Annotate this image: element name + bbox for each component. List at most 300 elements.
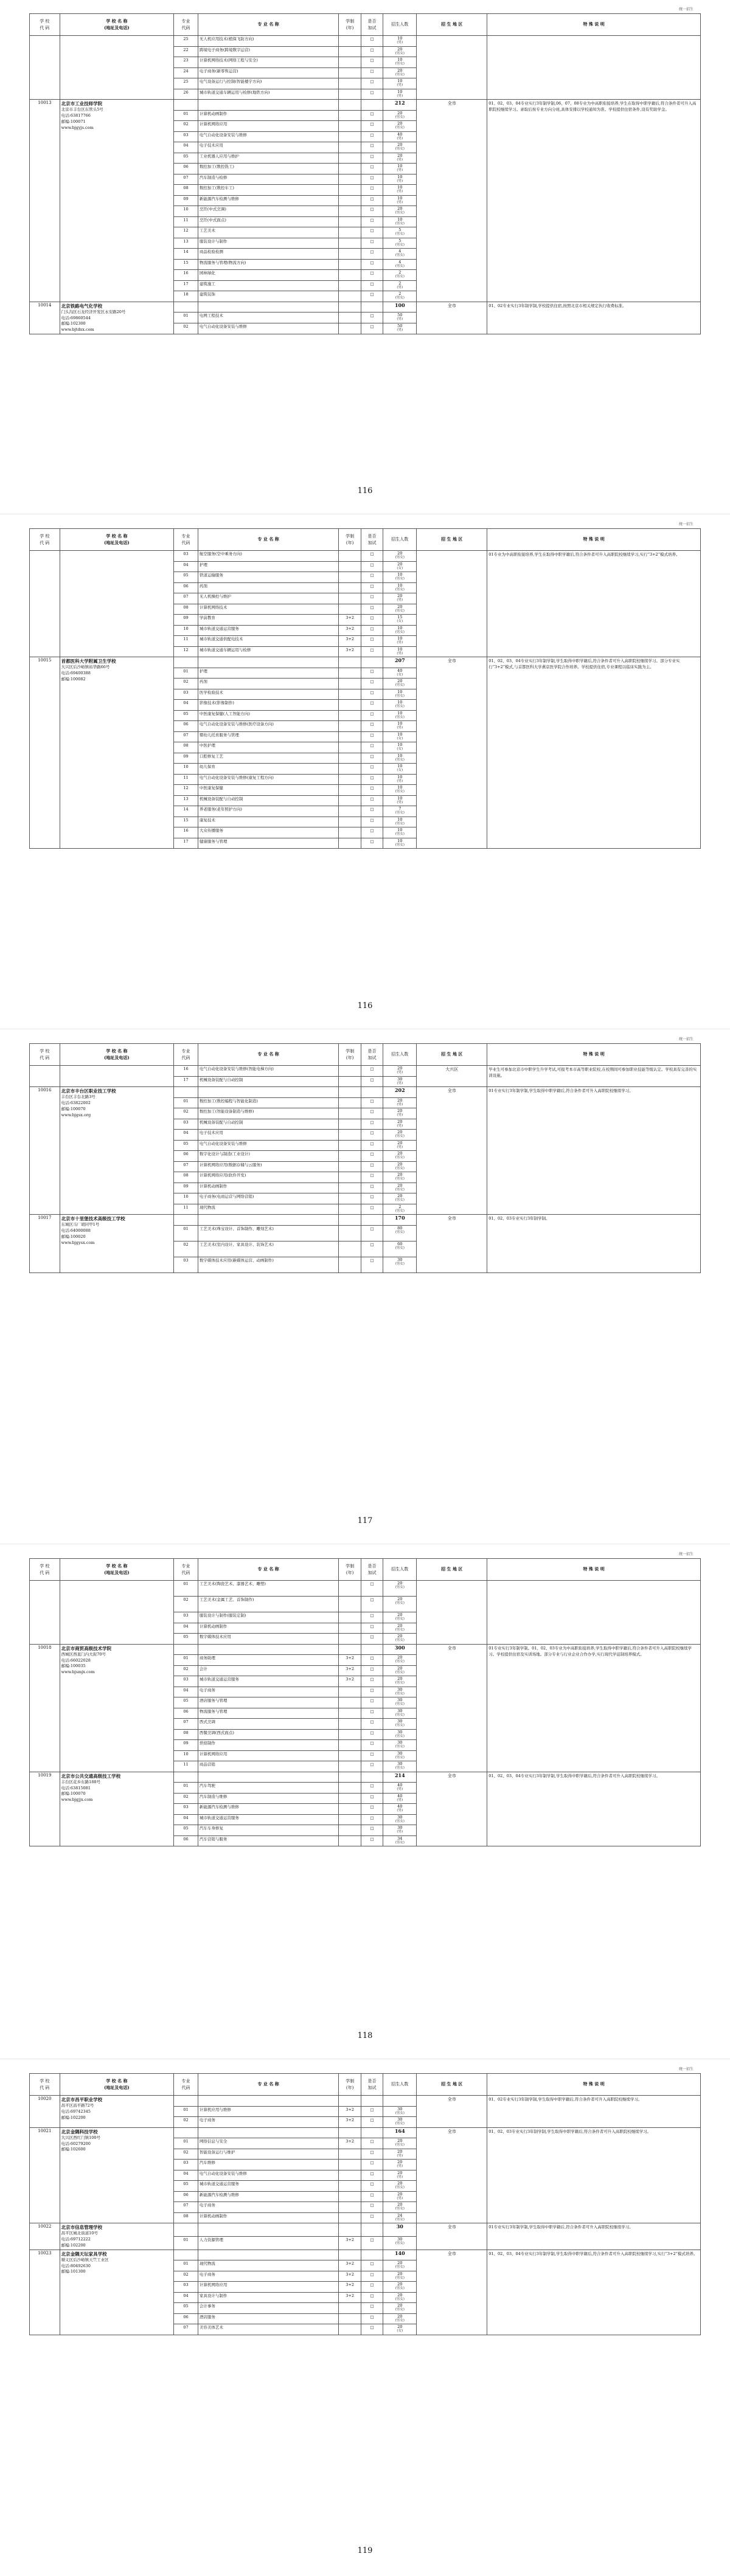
plan-gender: (男女) xyxy=(395,1617,405,1621)
plan-count: 10 xyxy=(397,164,403,168)
corner-note: 统一招生 xyxy=(678,1552,693,1556)
major-plan xyxy=(383,259,417,270)
school-address-line: 邮编:100071 xyxy=(61,119,86,124)
major-code: 01 xyxy=(174,313,198,323)
plan-gender: (男女) xyxy=(395,296,405,300)
major-name: 新能源汽车检测与维修 xyxy=(198,2191,339,2202)
major-name: 机械设备装配与自动控制 xyxy=(198,1119,339,1130)
table-row xyxy=(30,551,701,562)
total-major-code xyxy=(174,1644,198,1655)
special-notes: 01、02专业实行3年制学制,学生取得中职学籍后,符合条件者可升入高职院校继续学习。 xyxy=(487,2096,701,2128)
plan-gender: (男女) xyxy=(395,211,405,215)
total-length xyxy=(339,1087,361,1098)
major-name: 现代物流 xyxy=(198,1204,339,1215)
study-length: 3+2 xyxy=(339,615,361,626)
enrollment-table xyxy=(29,1558,701,1846)
extra-test-checkbox: □ xyxy=(361,46,383,57)
extra-test-checkbox: □ xyxy=(361,1140,383,1151)
major-code: 17 xyxy=(174,838,198,849)
major-code: 11 xyxy=(174,216,198,227)
major-plan xyxy=(383,679,417,689)
extra-test-checkbox: □ xyxy=(361,206,383,217)
major-plan xyxy=(383,57,417,68)
major-code: 03 xyxy=(174,1257,198,1272)
study-length xyxy=(339,1257,361,1272)
extra-test-checkbox: □ xyxy=(361,1151,383,1162)
plan-gender: (男) xyxy=(397,1809,403,1813)
plan-gender: (男) xyxy=(397,285,403,289)
plan-count: 10 xyxy=(397,827,403,832)
major-name: 现代物流 xyxy=(198,2260,339,2271)
plan-gender: (男女) xyxy=(395,715,405,719)
enrollment-area: 全市 xyxy=(417,1772,487,1846)
major-code: 07 xyxy=(174,2324,198,2335)
plan-gender: (男) xyxy=(397,179,403,183)
major-plan xyxy=(383,2236,417,2250)
extra-test-checkbox: □ xyxy=(361,817,383,827)
major-name: 计算机网络技术(网络工程与安全) xyxy=(198,57,339,68)
extra-test-checkbox: □ xyxy=(361,2292,383,2303)
extra-test-checkbox: □ xyxy=(361,2160,383,2170)
major-code: 11 xyxy=(174,1204,198,1215)
enrollment-area: 全市 xyxy=(417,1644,487,1772)
major-name: 建筑施工 xyxy=(198,280,339,291)
study-length xyxy=(339,582,361,593)
study-length xyxy=(339,67,361,78)
plan-count: 20 xyxy=(397,1655,403,1660)
study-length: 3+2 xyxy=(339,1676,361,1687)
major-code: 02 xyxy=(174,2271,198,2282)
plan-count: 30 xyxy=(397,1825,403,1830)
table-header xyxy=(30,1559,701,1581)
study-length xyxy=(339,1066,361,1077)
school-plan-total xyxy=(383,2096,417,2107)
document-page xyxy=(0,515,730,1030)
total-length xyxy=(339,1772,361,1783)
major-code: 06 xyxy=(174,164,198,174)
plan-gender: (男女) xyxy=(395,1755,405,1759)
major-name: 汽车驾驶 xyxy=(198,1783,339,1794)
major-name: 工艺美术(珠宝设计、首饰制作、雕刻艺术) xyxy=(198,1225,339,1241)
study-length xyxy=(339,131,361,142)
major-name: 汽车车身修复 xyxy=(198,1825,339,1836)
enrollment-table xyxy=(29,2073,701,2335)
plan-count: 20 xyxy=(397,1623,403,1628)
header-major-name: 专 业 名 称 xyxy=(198,1044,339,1066)
plan-gender: (男女) xyxy=(395,115,405,119)
plan-count: 20 xyxy=(397,1130,403,1134)
plan-gender: (男女) xyxy=(395,2265,405,2270)
school-name: 北京市信息管理学校 xyxy=(61,2225,103,2230)
plan-count: 10 xyxy=(397,57,403,62)
major-plan xyxy=(383,1687,417,1697)
plan-gender: (男女) xyxy=(395,821,405,826)
school-plan-total xyxy=(383,1772,417,1783)
major-code: 06 xyxy=(174,1835,198,1846)
study-length xyxy=(339,1814,361,1825)
major-name: 商品营销 xyxy=(198,1761,339,1772)
study-length xyxy=(339,1140,361,1151)
plan-count: 40 xyxy=(397,668,403,673)
major-plan xyxy=(383,636,417,647)
plan-count: 20 xyxy=(397,2149,403,2154)
school-info xyxy=(60,2250,174,2335)
study-length xyxy=(339,249,361,260)
study-length xyxy=(339,2212,361,2223)
major-code: 07 xyxy=(174,731,198,742)
plan-count: 20 xyxy=(397,2191,403,2197)
school-code: 10018 xyxy=(30,1644,60,1772)
major-plan xyxy=(383,1066,417,1077)
major-name: 城市轨道交通运营服务 xyxy=(198,1676,339,1687)
major-code: 03 xyxy=(174,1804,198,1815)
plan-count: 10 xyxy=(397,753,403,758)
school-code: 10016 xyxy=(30,1087,60,1215)
school-address-line: 西城区西直门内大街70号 xyxy=(61,1651,106,1657)
major-code: 02 xyxy=(174,679,198,689)
header-notes: 特 殊 说 明 xyxy=(487,2074,701,2096)
extra-test-checkbox: □ xyxy=(361,313,383,323)
major-name: 电子商务 xyxy=(198,2202,339,2213)
plan-gender: (男) xyxy=(397,157,403,162)
school-code: 10020 xyxy=(30,2096,60,2128)
major-code: 10 xyxy=(174,764,198,775)
extra-test-checkbox: □ xyxy=(361,827,383,838)
plan-gender: (男女) xyxy=(395,1702,405,1707)
major-code: 12 xyxy=(174,646,198,657)
major-name: 商务助理 xyxy=(198,1655,339,1666)
plan-count: 20 xyxy=(397,679,403,683)
plan-count: 30 xyxy=(397,1719,403,1724)
school-address-line: 邮编:102200 xyxy=(61,2242,86,2248)
extra-test-checkbox: □ xyxy=(361,604,383,615)
plan-total-value: 30 xyxy=(396,2223,403,2229)
table-row xyxy=(30,1581,701,1597)
major-code: 08 xyxy=(174,185,198,196)
total-major-code xyxy=(174,1772,198,1783)
major-name: 护理 xyxy=(198,561,339,572)
major-plan xyxy=(383,2212,417,2223)
total-length xyxy=(339,2250,361,2260)
plan-gender: (男) xyxy=(397,1124,403,1128)
plan-count: 20 xyxy=(397,1193,403,1198)
plan-gender: (男女) xyxy=(395,2276,405,2280)
plan-count: 20 xyxy=(397,2202,403,2207)
major-code: 04 xyxy=(174,1814,198,1825)
study-length: 3+2 xyxy=(339,1655,361,1666)
plan-total-value: 100 xyxy=(394,302,405,308)
major-code: 08 xyxy=(174,604,198,615)
header-major-code: 专业 代码 xyxy=(174,529,198,551)
plan-gender: (男女) xyxy=(395,2143,405,2147)
major-code: 18 xyxy=(174,291,198,302)
major-code: 02 xyxy=(174,1597,198,1612)
total-major-name xyxy=(198,657,339,668)
header-major-code: 专业 代码 xyxy=(174,1559,198,1581)
school-address-line: 邮编:102300 xyxy=(61,321,86,326)
study-length xyxy=(339,2160,361,2170)
major-name: 口腔修复工艺 xyxy=(198,753,339,764)
major-plan xyxy=(383,291,417,302)
plan-count: 20 xyxy=(397,2260,403,2265)
plan-gender: (男女) xyxy=(395,2122,405,2126)
extra-test-checkbox: □ xyxy=(361,1687,383,1697)
enrollment-area xyxy=(417,36,487,100)
study-length xyxy=(339,774,361,785)
study-length xyxy=(339,2181,361,2192)
extra-test-checkbox: □ xyxy=(361,1740,383,1751)
extra-test-checkbox: □ xyxy=(361,1697,383,1708)
study-length xyxy=(339,1097,361,1108)
total-major-name xyxy=(198,2127,339,2138)
extra-test-checkbox: □ xyxy=(361,2282,383,2293)
extra-test-checkbox: □ xyxy=(361,1634,383,1645)
study-length: 3+2 xyxy=(339,2236,361,2250)
plan-count: 20 xyxy=(397,2292,403,2298)
study-length: 3+2 xyxy=(339,636,361,647)
major-code: 05 xyxy=(174,2303,198,2314)
plan-count: 10 xyxy=(397,185,403,190)
extra-test-checkbox: □ xyxy=(361,1193,383,1204)
header-major-name: 专 业 名 称 xyxy=(198,529,339,551)
school-code xyxy=(30,36,60,100)
enrollment-area xyxy=(417,1581,487,1645)
plan-count: 10 xyxy=(397,795,403,801)
plan-gender: (男) xyxy=(397,136,403,140)
total-major-name xyxy=(198,1644,339,1655)
major-plan xyxy=(383,700,417,711)
study-length xyxy=(339,1634,361,1645)
plan-count: 30 xyxy=(397,1750,403,1756)
plan-gender: (男女) xyxy=(395,577,405,581)
school-total-row xyxy=(30,100,701,111)
major-name: 数字媒体技术应用(新媒体运营、动画制作) xyxy=(198,1257,339,1272)
total-major-code xyxy=(174,2127,198,2138)
major-code: 04 xyxy=(174,142,198,153)
major-plan xyxy=(383,1835,417,1846)
page-number: 116 xyxy=(357,1001,373,1010)
extra-test-checkbox: □ xyxy=(361,1597,383,1612)
extra-test-checkbox: □ xyxy=(361,1612,383,1623)
table-body xyxy=(30,36,701,334)
study-length xyxy=(339,604,361,615)
table-header xyxy=(30,14,701,36)
school-address-line: www.bjgyjs.com xyxy=(61,125,94,130)
major-code: 09 xyxy=(174,615,198,626)
major-name: 数控加工(数控车工) xyxy=(198,185,339,196)
extra-test-checkbox: □ xyxy=(361,1204,383,1215)
study-length xyxy=(339,1241,361,1257)
study-length xyxy=(339,270,361,281)
study-length xyxy=(339,572,361,583)
major-code: 02 xyxy=(174,2149,198,2160)
study-length: 3+2 xyxy=(339,2106,361,2117)
extra-test-checkbox: □ xyxy=(361,1623,383,1634)
total-major-name xyxy=(198,2096,339,2107)
major-plan xyxy=(383,2170,417,2181)
major-code: 04 xyxy=(174,2170,198,2181)
study-length xyxy=(339,1183,361,1193)
school-code: 10017 xyxy=(30,1215,60,1273)
total-length xyxy=(339,1644,361,1655)
plan-gender: (男女) xyxy=(395,790,405,794)
major-code: 10 xyxy=(174,206,198,217)
school-code xyxy=(30,551,60,657)
header-length: 学制 (年) xyxy=(339,1559,361,1581)
major-name: 计算机网络应用 xyxy=(198,2282,339,2293)
major-name: 工艺美术(陶瓷艺术、漆器艺术、雕塑) xyxy=(198,1581,339,1597)
school-info xyxy=(60,1087,174,1215)
study-length xyxy=(339,838,361,849)
school-total-row xyxy=(30,302,701,313)
school-plan-total xyxy=(383,2250,417,2260)
header-row xyxy=(30,14,701,36)
school-code: 10019 xyxy=(30,1772,60,1846)
plan-count: 10 xyxy=(397,721,403,726)
major-plan xyxy=(383,615,417,626)
extra-test-checkbox: □ xyxy=(361,1119,383,1130)
total-major-name xyxy=(198,1772,339,1783)
extra-test-checkbox: □ xyxy=(361,259,383,270)
study-length xyxy=(339,1076,361,1087)
study-length xyxy=(339,323,361,334)
major-code: 01 xyxy=(174,1783,198,1794)
plan-count: 20 xyxy=(397,604,403,609)
major-code: 10 xyxy=(174,625,198,636)
plan-count: 10 xyxy=(397,174,403,179)
major-name: 电子技术应用 xyxy=(198,142,339,153)
table-body xyxy=(30,1581,701,1846)
study-length xyxy=(339,206,361,217)
extra-test-checkbox: □ xyxy=(361,2260,383,2271)
extra-test-checkbox: □ xyxy=(361,1835,383,1846)
plan-gender: (女) xyxy=(397,747,403,751)
major-name: 家具设计与制作 xyxy=(198,2292,339,2303)
special-notes: 毕业生可参加北京市中职学生升学考试,可报考本市高等职业院校,在校期间可参加职业技能等级认定。学校具有完善的实训设施。 xyxy=(487,1066,701,1087)
major-plan xyxy=(383,36,417,47)
study-length xyxy=(339,668,361,679)
header-notes: 特 殊 说 明 xyxy=(487,1559,701,1581)
study-length xyxy=(339,291,361,302)
plan-gender: (男) xyxy=(397,1081,403,1085)
study-length xyxy=(339,164,361,174)
extra-test-checkbox: □ xyxy=(361,270,383,281)
plan-count: 2 xyxy=(398,1204,401,1209)
major-name: 电子商务(电商运营与网络营销) xyxy=(198,1193,339,1204)
plan-gender: (男女) xyxy=(395,1601,405,1606)
extra-test-checkbox: □ xyxy=(361,2202,383,2213)
major-name: 工业机器人应用与维护 xyxy=(198,153,339,164)
plan-count: 20 xyxy=(397,2324,403,2329)
major-plan xyxy=(383,625,417,636)
plan-count: 30 xyxy=(397,1076,403,1082)
study-length xyxy=(339,700,361,711)
school-code xyxy=(30,1066,60,1087)
major-code: 02 xyxy=(174,121,198,132)
study-length xyxy=(339,2313,361,2324)
major-plan xyxy=(383,1151,417,1162)
study-length xyxy=(339,795,361,806)
extra-test-checkbox: □ xyxy=(361,2236,383,2250)
major-plan xyxy=(383,1729,417,1740)
extra-test-checkbox: □ xyxy=(361,1729,383,1740)
major-code: 14 xyxy=(174,806,198,817)
major-code: 08 xyxy=(174,2212,198,2223)
plan-count: 20 xyxy=(397,2170,403,2175)
header-area: 招 生 地 区 xyxy=(417,1559,487,1581)
major-plan xyxy=(383,142,417,153)
major-plan xyxy=(383,1241,417,1257)
plan-gender: (男) xyxy=(397,779,403,783)
major-name: 医学检验技术 xyxy=(198,689,339,700)
school-address-line: 电话:60279200 xyxy=(61,2141,91,2146)
major-code: 13 xyxy=(174,795,198,806)
header-plan: 招生人数 xyxy=(383,2074,417,2096)
enrollment-area xyxy=(417,551,487,657)
major-code: 05 xyxy=(174,2181,198,2192)
school-address-line: 大兴区后沙峪镇裕华路66号 xyxy=(61,665,110,670)
school-info xyxy=(60,1066,174,1087)
school-total-row xyxy=(30,2096,701,2107)
plan-gender: (男女) xyxy=(395,587,405,592)
school-address-line: 电话:80492630 xyxy=(61,2263,91,2268)
header-major-name: 专 业 名 称 xyxy=(198,1559,339,1581)
major-code: 06 xyxy=(174,582,198,593)
header-row xyxy=(30,1559,701,1581)
study-length xyxy=(339,551,361,562)
major-name: 康复技术 xyxy=(198,817,339,827)
plan-gender: (男女) xyxy=(395,232,405,237)
plan-gender: (男女) xyxy=(395,1177,405,1181)
school-address-line: 邮编:100082 xyxy=(61,676,86,682)
plan-count: 20 xyxy=(397,593,403,598)
major-code: 07 xyxy=(174,1161,198,1172)
plan-count: 40 xyxy=(397,131,403,137)
plan-gender: (男) xyxy=(397,2196,403,2200)
extra-test-checkbox: □ xyxy=(361,593,383,604)
major-code: 05 xyxy=(174,153,198,164)
school-address-line: 电话:63822002 xyxy=(61,1100,91,1105)
enrollment-area: 全市 xyxy=(417,100,487,302)
major-code: 23 xyxy=(174,57,198,68)
school-total-row xyxy=(30,1772,701,1783)
study-length xyxy=(339,1729,361,1740)
extra-test-checkbox: □ xyxy=(361,2181,383,2192)
study-length: 3+2 xyxy=(339,2138,361,2149)
major-code: 22 xyxy=(174,46,198,57)
extra-test-checkbox: □ xyxy=(361,1783,383,1794)
plan-gender: (男女) xyxy=(395,1681,405,1685)
major-name: 数字媒体技术应用 xyxy=(198,1634,339,1645)
major-plan xyxy=(383,2191,417,2202)
major-code: 06 xyxy=(174,1151,198,1162)
major-plan xyxy=(383,2313,417,2324)
plan-count: 20 xyxy=(397,1676,403,1681)
major-plan xyxy=(383,2292,417,2303)
school-code: 10014 xyxy=(30,302,60,334)
header-major-name: 专 业 名 称 xyxy=(198,14,339,36)
total-major-name xyxy=(198,302,339,313)
total-extra-test xyxy=(361,100,383,111)
school-info xyxy=(60,2096,174,2128)
enrollment-table xyxy=(29,1043,701,1273)
plan-count: 20 xyxy=(397,2282,403,2287)
study-length xyxy=(339,57,361,68)
extra-test-checkbox: □ xyxy=(361,636,383,647)
major-name: 电气自动化设备安装与维修(医疗设备方向) xyxy=(198,721,339,732)
major-name: 影像技术(影像制作) xyxy=(198,700,339,711)
extra-test-checkbox: □ xyxy=(361,700,383,711)
